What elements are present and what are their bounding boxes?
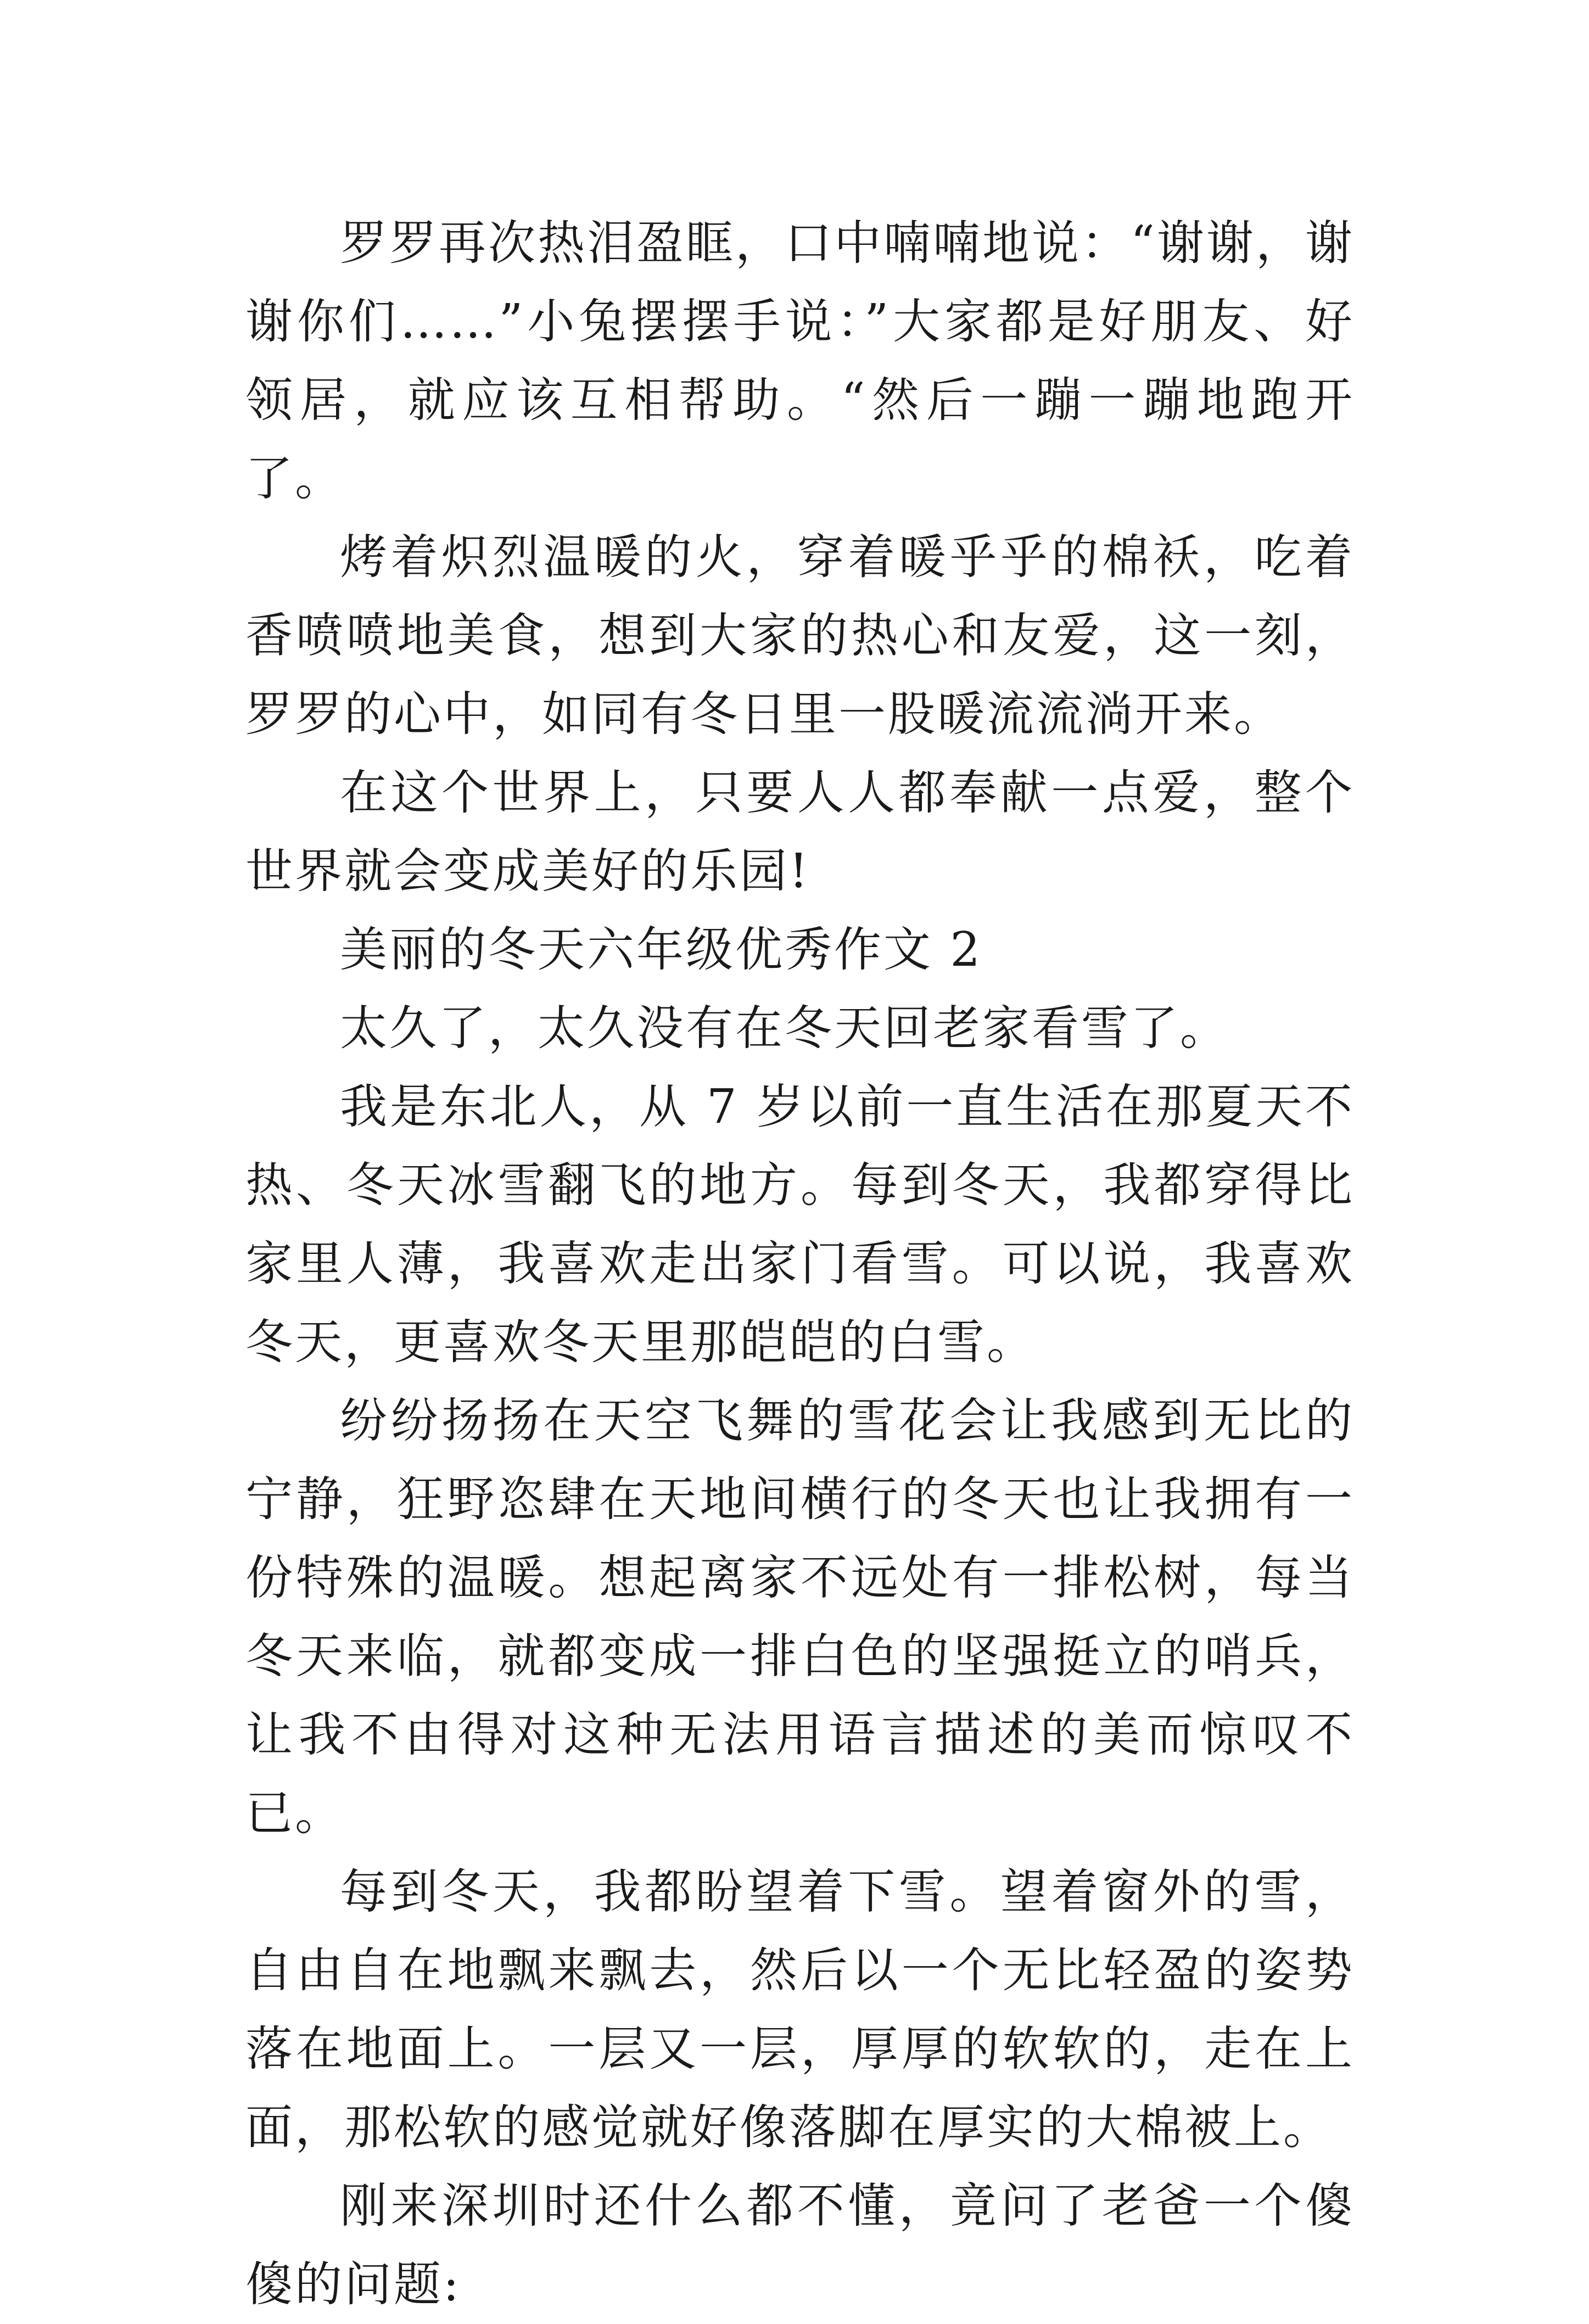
paragraph-3: 在这个世界上，只要人人都奉献一点爱，整个世界就会变成美好的乐园!	[245, 765, 1355, 899]
paragraph-6: 纷纷扬扬在天空飞舞的雪花会让我感到无比的宁静，狂野恣肆在天地间横行的冬天也让我拥有一份特殊的温暖。想起离家不远处有一排松树，每当冬天来临，就都变成一排白色的坚强挺立的哨兵，让我不由得对这种无法用语言描述的美而惊叹不已。	[245, 1393, 1355, 1841]
paragraph-8: 刚来深圳时还什么都不懂，竟问了老爸一个傻傻的问题:	[245, 2179, 1355, 2312]
paragraph-2: 烤着炽烈温暖的火，穿着暖乎乎的棉袄，吃着香喷喷地美食，想到大家的热心和友爱，这一刻，罗罗的心中，如同有冬日里一股暖流流淌开来。	[245, 530, 1355, 742]
essay-title: 美丽的冬天六年级优秀作文 2	[340, 922, 983, 977]
paragraph-4: 太久了，太久没有在冬天回老家看雪了。	[340, 1001, 1229, 1056]
paragraph-7: 每到冬天，我都盼望着下雪。望着窗外的雪，自由自在地飘来飘去，然后以一个无比轻盈的姿势落在地面上。一层又一层，厚厚的软软的，走在上面，那松软的感觉就好像落脚在厚实的大棉被上。	[245, 1864, 1355, 2155]
paragraph-5: 我是东北人，从 7 岁以前一直生活在那夏天不热、冬天冰雪翻飞的地方。每到冬天，我都穿得比家里人薄，我喜欢走出家门看雪。可以说，我喜欢冬天，更喜欢冬天里那皑皑的白雪。	[245, 1079, 1355, 1370]
document-body	[245, 204, 1355, 2324]
paragraph-1: 罗罗再次热泪盈眶，口中喃喃地说：“谢谢，谢谢你们……”小兔摆摆手说：”大家都是好朋友、好领居，就应该互相帮助。“然后一蹦一蹦地跑开了。	[245, 216, 1355, 506]
